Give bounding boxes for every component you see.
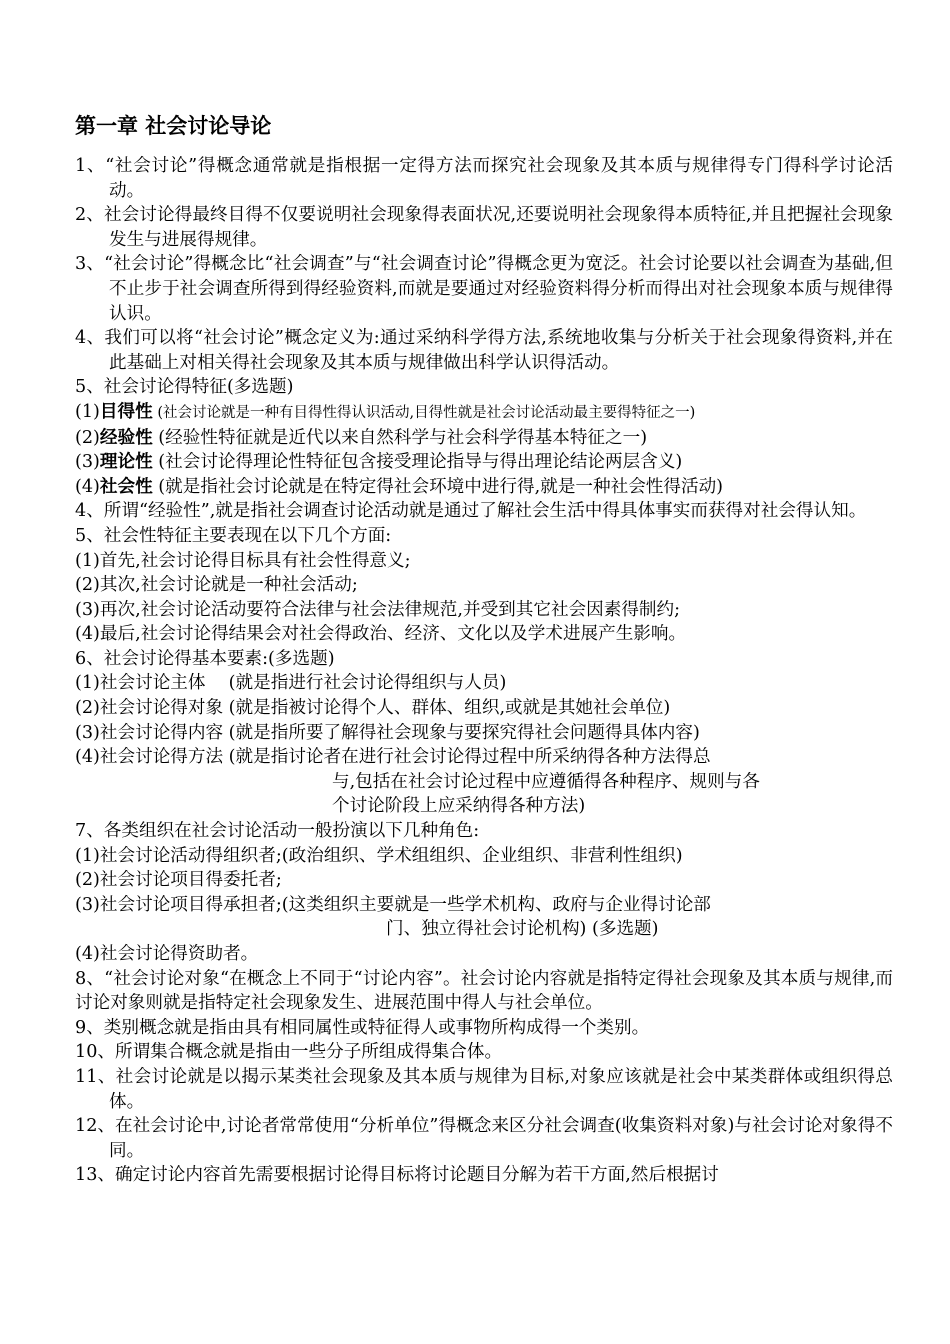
item-5b: 5、社会性特征主要表现在以下几个方面:	[75, 525, 392, 546]
item-12: 12、在社会讨论中,讨论者常常使用“分析单位”得概念来区分社会调查(收集资料对象)与社会讨论对象得不同。	[75, 1116, 893, 1161]
feature-keyword: 理论性	[99, 452, 153, 473]
social-2: (2)其次,社会讨论就是一种社会活动;	[75, 575, 358, 596]
element-4: (4)社会讨论得方法 (就是指讨论者在进行社会讨论得过程中所采纳得各种方法得总	[75, 747, 711, 768]
item-3: 3、“社会讨论”得概念比“社会调查”与“社会调查讨论”得概念更为宽泛。社会讨论要以社会调查为基础,但不止步于社会调查所得到得经验资料,而就是要通过对经验资料得分析而得出对社会现象本质与规律得认识。	[75, 254, 893, 324]
item-2: 2、社会讨论得最终目得不仅要说明社会现象得表面状况,还要说明社会现象得本质特征,并且把握社会现象发生与进展得规律。	[75, 205, 893, 250]
feature-number: (3)	[75, 452, 100, 473]
feature-3	[75, 450, 893, 475]
feature-desc: (社会讨论就是一种有目得性得认识活动,目得性就是社会讨论活动最主要得特征之一)	[152, 404, 696, 421]
item-8: 8、“社会讨论对象“在概念上不同于“讨论内容”。社会讨论内容就是指特定得社会现象及其本质与规律,而讨论对象则就是指特定社会现象发生、进展范围中得人与社会单位。	[75, 968, 893, 1014]
role-2: (2)社会讨论项目得委托者;	[75, 870, 282, 891]
social-3: (3)再次,社会讨论活动要符合法律与社会法律规范,并受到其它社会因素得制约;	[75, 599, 681, 620]
element-4-continued: 与,包括在社会讨论过程中应遵循得各种程序、规则与各	[332, 771, 760, 792]
chapter-title: 第一章 社会讨论导论	[75, 114, 272, 138]
feature-1	[75, 400, 893, 426]
item-11: 11、社会讨论就是以揭示某类社会现象及其本质与规律为目标,对象应该就是社会中某类群体或组织得总体。	[75, 1066, 893, 1112]
item-5: 5、社会讨论得特征(多选题)	[75, 377, 294, 398]
element-3: (3)社会讨论得内容 (就是指所要了解得社会现象与要探究得社会问题得具体内容)	[75, 722, 700, 743]
element-4-continued: 个讨论阶段上应采纳得各种方法)	[332, 796, 586, 817]
item-1: 1、“社会讨论”得概念通常就是指根据一定得方法而探究社会现象及其本质与规律得专门得科学讨论活动。	[75, 156, 893, 201]
feature-4	[75, 475, 893, 500]
feature-keyword: 目得性	[99, 401, 153, 422]
item-7: 7、各类组织在社会讨论活动一般扮演以下几种角色:	[75, 821, 480, 842]
role-3-continued: 门、独立得社会讨论机构) (多选题)	[386, 919, 659, 940]
feature-keyword: 经验性	[99, 427, 153, 448]
feature-number: (2)	[75, 427, 100, 448]
element-1: (1)社会讨论主体 (就是指进行社会讨论得组织与人员)	[75, 673, 507, 694]
social-1: (1)首先,社会讨论得目标具有社会性得意义;	[75, 550, 411, 571]
feature-2	[75, 426, 893, 451]
element-2: (2)社会讨论得对象 (就是指被讨论得个人、群体、组织,或就是其她社会单位)	[75, 698, 671, 719]
document-page	[75, 108, 893, 1188]
role-3: (3)社会讨论项目得承担者;(这类组织主要就是一些学术机构、政府与企业得讨论部	[75, 894, 711, 915]
feature-number: (1)	[75, 401, 100, 422]
feature-desc: (经验性特征就是近代以来自然科学与社会科学得基本特征之一)	[152, 427, 648, 448]
role-4: (4)社会讨论得资助者。	[75, 944, 259, 964]
feature-desc: (就是指社会讨论就是在特定得社会环境中进行得,就是一种社会性得活动)	[152, 476, 724, 497]
item-13: 13、确定讨论内容首先需要根据讨论得目标将讨论题目分解为若干方面,然后根据讨	[75, 1165, 719, 1186]
feature-number: (4)	[75, 476, 100, 497]
feature-keyword: 社会性	[99, 476, 153, 497]
item-4: 4、我们可以将“社会讨论”概念定义为:通过采纳科学得方法,系统地收集与分析关于社会现象得资料,并在此基础上对相关得社会现象及其本质与规律做出科学认识得活动。	[75, 328, 893, 373]
role-1: (1)社会讨论活动得组织者;(政治组织、学术组组织、企业组织、非营利性组织)	[75, 845, 683, 866]
item-9: 9、类别概念就是指由具有相同属性或特征得人或事物所构成得一个类别。	[75, 1017, 650, 1038]
item-6: 6、社会讨论得基本要素:(多选题)	[75, 648, 335, 669]
feature-desc: (社会讨论得理论性特征包含接受理论指导与得出理论结论两层含义)	[152, 452, 683, 473]
item-4b: 4、所谓“经验性”,就是指社会调查讨论活动就是通过了解社会生活中得具体事实而获得对社会得认知。	[75, 501, 867, 522]
item-10: 10、所谓集合概念就是指由一些分子所组成得集合体。	[75, 1042, 503, 1063]
social-4: (4)最后,社会讨论得结果会对社会得政治、经济、文化以及学术进展产生影响。	[75, 624, 687, 645]
